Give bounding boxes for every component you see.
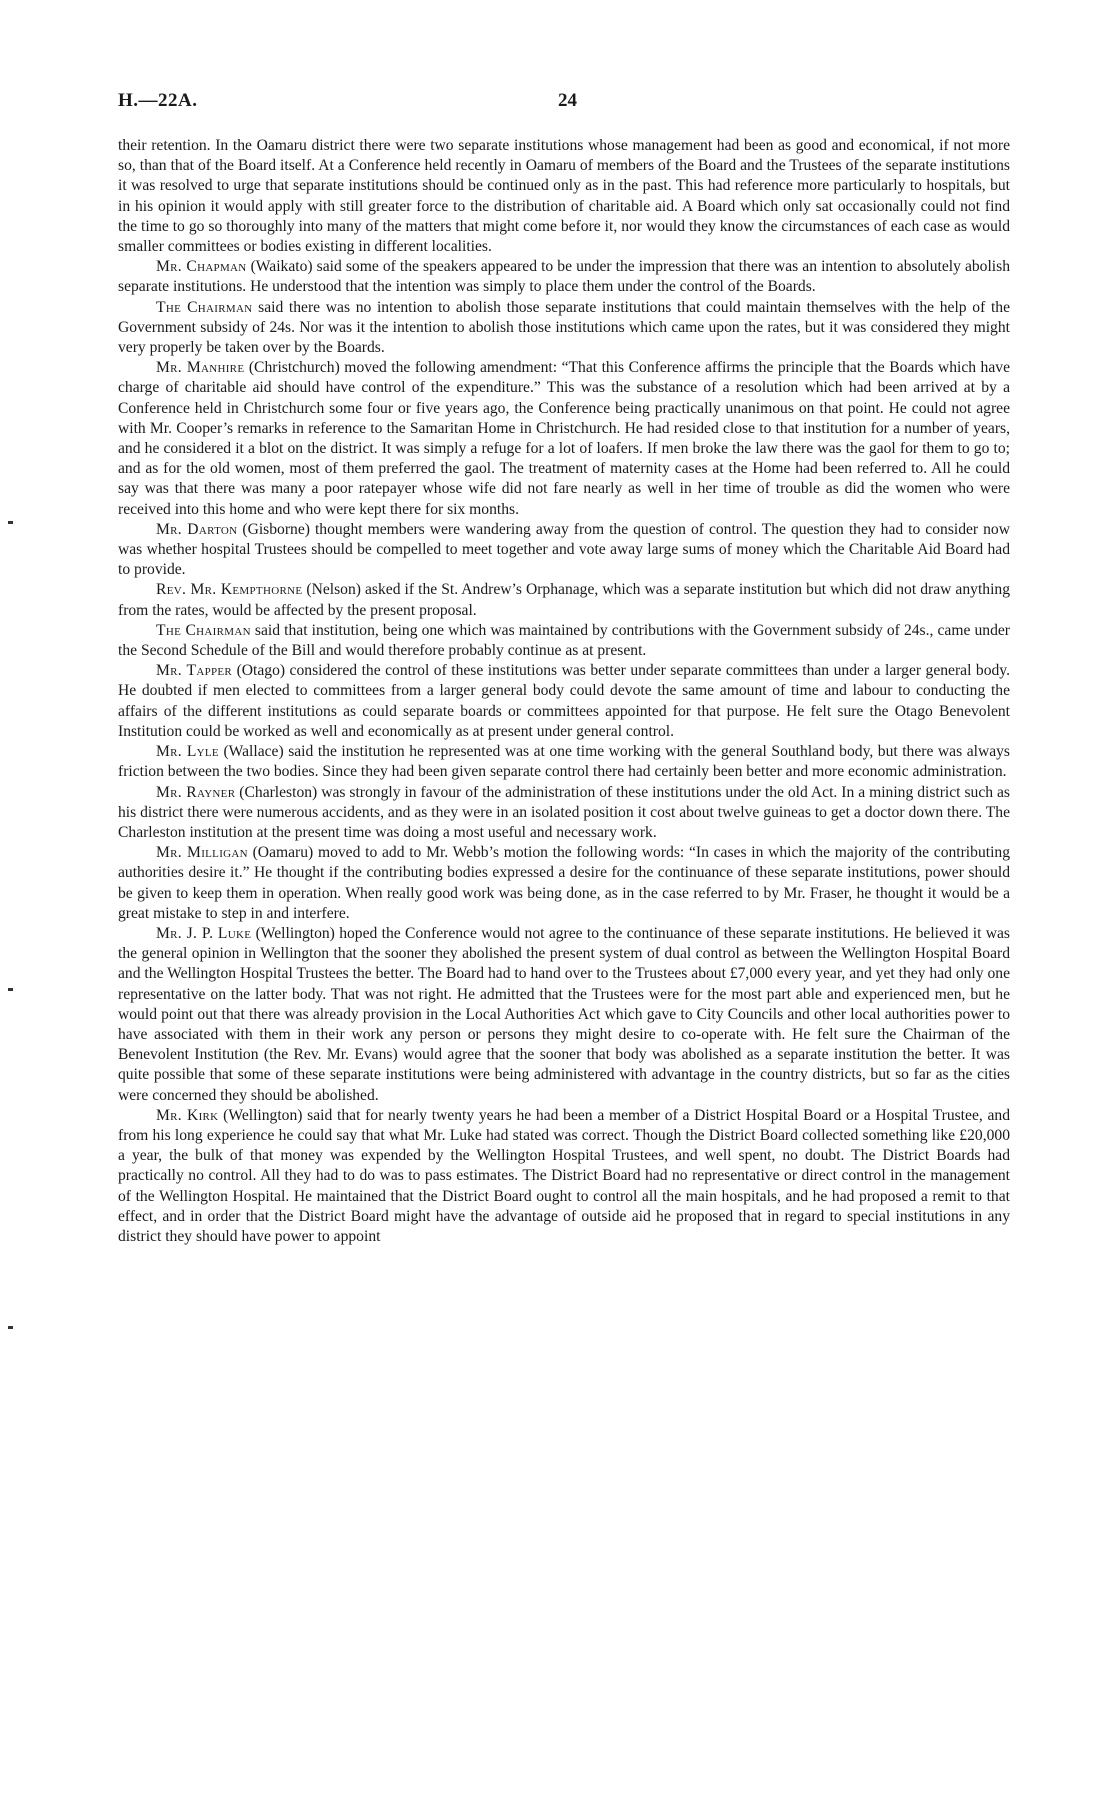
margin-mark [8,988,13,991]
paragraph-text: (Nelson) asked if the St. Andrew’s Orphanage, which was a separate institution but which did not draw anything from the rates, would be affected by the present proposal. [118,581,1011,619]
paragraph [118,520,1010,581]
margin-mark [8,521,13,524]
speaker-name: Mr. Darton [156,520,238,538]
paragraph-text: said that institution, being one which was maintained by contributions with the Government subsidy of 24s., came under the Second Schedule of the Bill and would therefore probably continue as at present. [118,621,1010,660]
paragraph [118,621,1010,661]
speaker-name: Mr. Tapper [156,662,233,680]
paragraph [118,1106,1010,1247]
paragraph [118,924,1010,1106]
speaker-name: The Chairman [156,621,251,639]
margin-mark [8,1326,13,1329]
paragraph [118,661,1010,742]
paragraph [118,136,1010,257]
paragraph [118,298,1010,359]
speaker-name: Mr. Lyle [156,743,219,761]
paragraph [118,257,1010,297]
speaker-name: Mr. J. P. Luke [156,924,252,942]
speaker-name: Mr. Milligan [156,844,248,862]
paragraph-text: (Charleston) was strongly in favour of the administration of these institutions under the old Act. In a mining district such as his district there were numerous accidents, and as they were in an isolated position it cost about twelve guineas to get a doctor down there. The Charleston institution at the present time was doing a most useful and necessary work. [118,783,1010,841]
paragraph-text: (Wellington) hoped the Conference would not agree to the continuance of these separate institutions. He believed it was the general opinion in Wellington that the sooner they abolished the present system of dual control as between the Wellington Hospital Board and the Wellington Hospital Trustees the better. The Board had to hand over to the Trustees about £7,000 every year, and yet they had only one representative on the latter body. That was not right. He admitted that the Trustees were for the most part able and experienced men, but he would point out that there was already provision in the Local Authorities Act which gave to City Councils and other local authorities power to have associated with them in their work any person or persons they might desire to co-operate with. He felt sure the Chairman of the Benevolent Institution (the Rev. Mr. Evans) would agree that the sooner that body was abolished as a separate institution the better. It was quite possible that some of these separate institutions were being administered with advantage in the country districts, but so far as the cities were concerned they should be abolished. [118,924,1011,1104]
paragraph-text: (Wallace) said the institution he represented was at one time working with the general Southland body, but there was always friction between the two bodies. Since they had been given separate control there had certainly been better and more economic administration. [118,743,1010,781]
page-header [118,90,1008,114]
paragraph-text: (Gisborne) thought members were wandering away from the question of control. The question they had to consider now was whether hospital Trustees should be compelled to meet together and vote away large sums of money which the Charitable Aid Board had to provide. [118,520,1010,579]
paragraph [118,358,1010,520]
paragraph-text: (Otago) considered the control of these institutions was better under separate committees than under a larger general body. He doubted if men elected to committees from a larger general body could devote the same amount of time and labour to conducting the affairs of the different institutions as could separate boards or committees appointed for that purpose. He felt sure the Otago Benevolent Institution could be worked as well and economically as at present under general control. [118,662,1010,740]
document-reference: H.—22A. [118,90,198,111]
paragraph [118,783,1010,844]
paragraph [118,843,1010,924]
paragraph-text: (Oamaru) moved to add to Mr. Webb’s motion the following words: “In cases in which the majority of the contributing authorities desire it.” He thought if the contributing bodies expressed a desire for the continuance of these separate institutions, power should be given to keep them in operation. When really good work was being done, as in the case referred to by Mr. Fraser, he thought it would be a great mistake to step in and interfere. [118,844,1010,922]
speaker-name: Mr. Manhire [156,359,245,377]
paragraph [118,580,1010,620]
speaker-name: Mr. Kirk [156,1106,219,1124]
paragraph-text: said there was no intention to abolish those separate institutions that could maintain themselves with the help of the Government subsidy of 24s. Nor was it the intention to abolish those institutions which came upon the rates, but it was considered they might very properly be taken over by the Boards. [118,298,1010,357]
body-text [118,136,1010,1247]
page-number: 24 [558,90,577,111]
speaker-name: Mr. Chapman [156,258,247,276]
paragraph-text: (Wellington) said that for nearly twenty years he had been a member of a District Hospital Board or a Hospital Trustee, and from his long experience he could say that what Mr. Luke had stated was correct. Though the District Board collected something like £20,000 a year, the bulk of that money was expended by the Wellington Hospital Trustees, and well spent, no doubt. The District Boards had practically no control. All they had to do was to pass estimates. The District Board had no representative or direct control in the management of the Wellington Hospital. He maintained that the District Board ought to control all the main hospitals, and he had proposed a remit to that effect, and in order that the District Board might have the advantage of outside aid he proposed that in regard to special institutions in any district they should have power to appoint [118,1106,1010,1245]
paragraph-text: (Christchurch) moved the following amendment: “That this Conference affirms the principle that the Boards which have charge of charitable aid should have control of the expenditure.” This was the substance of a resolution which had been arrived at by a Conference held in Christchurch some four or five years ago, the Conference being practically unanimous on that point. He could not agree with Mr. Cooper’s remarks in reference to the Samaritan Home in Christchurch. He had resided close to that institution for a number of years, and he considered it a blot on the district. It was simply a refuge for a lot of loafers. If men broke the law there was the gaol for them to go to; and as for the old women, most of them preferred the gaol. The treatment of maternity cases at the Home had been referred to. All he could say was that there was many a poor ratepayer whose wife did not fare nearly as well in her time of trouble as did the women who were received into this home and who were kept there for six months. [118,359,1010,518]
speaker-name: The Chairman [156,298,253,316]
paragraph-text: (Waikato) said some of the speakers appeared to be under the impression that there was an intention to absolutely abolish separate institutions. He understood that the intention was simply to place them under the control of the Boards. [118,258,1010,296]
paragraph [118,742,1010,782]
speaker-name: Mr. Rayner [156,783,236,801]
speaker-name: Rev. Mr. Kempthorne [156,581,303,599]
paragraph-text: their retention. In the Oamaru district there were two separate institutions whose management had been as good and economical, if not more so, than that of the Board itself. At a Conference held recently in Oamaru of members of the Board and the Trustees of the separate institutions it was resolved to urge that separate institutions should be continued only as in the past. This had reference more particularly to hospitals, but in his opinion it would apply with still greater force to the distribution of charitable aid. A Board which only sat occasionally could not find the time to go so thoroughly into many of the matters that might come before it, nor would they know the circumstances of each case as would smaller committees or bodies existing in different localities. [118,137,1010,256]
